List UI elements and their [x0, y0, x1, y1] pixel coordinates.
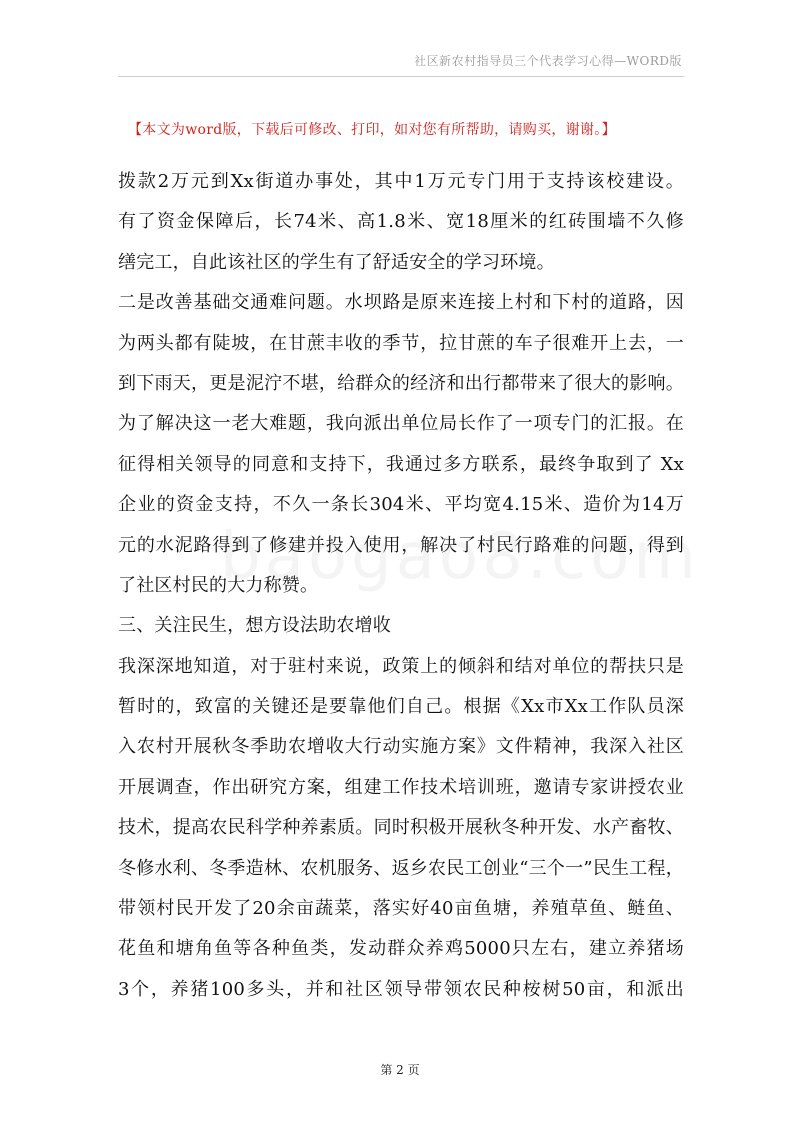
text-line: 企业的资金支持，不久一条长304米、平均宽4.15米、造价为14万 — [118, 494, 684, 516]
text-line: 带领村民开发了20余亩蔬菜，落实好40亩鱼塘，养殖草鱼、鲢鱼、 — [118, 898, 684, 920]
text-line: 二是改善基础交通难问题。水坝路是原来连接上村和下村的道路，因 — [118, 292, 684, 314]
text-line: 入农村开展秋冬季助农增收大行动实施方案》文件精神，我深入社区 — [118, 736, 684, 758]
running-header: 社区新农村指导员三个代表学习心得—WORD版 — [414, 54, 682, 68]
page-number: 第 2 页 — [380, 1063, 420, 1077]
text-line: 三、关注民生，想方设法助农增收 — [118, 615, 391, 637]
text-line: 了社区村民的大力称赞。 — [118, 574, 319, 596]
text-line: 我深深地知道，对于驻村来说，政策上的倾斜和结对单位的帮扶只是 — [118, 655, 684, 677]
download-notice: 【本文为word版，下载后可修改、打印，如对您有所帮助，请购买，谢谢。】 — [128, 122, 616, 138]
text-line: 缮完工，自此该社区的学生有了舒适安全的学习环境。 — [118, 251, 555, 273]
text-line: 到下雨天，更是泥泞不堪，给群众的经济和出行都带来了很大的影响。 — [118, 372, 684, 394]
text-line: 为了解决这一老大难题，我向派出单位局长作了一项专门的汇报。在 — [118, 413, 684, 435]
text-line: 为两头都有陡坡，在甘蔗丰收的季节，拉甘蔗的车子很难开上去，一 — [118, 332, 684, 354]
text-line: 技术，提高农民科学种养素质。同时积极开展秋冬种开发、水产畜牧、 — [118, 817, 684, 839]
header-divider — [118, 76, 684, 77]
text-line: 3个，养猪100多头，并和社区领导带领农民种桉树50亩，和派出 — [118, 978, 684, 1000]
text-line: 花鱼和塘角鱼等各种鱼类，发动群众养鸡5000只左右，建立养猪场 — [118, 938, 684, 960]
text-line: 元的水泥路得到了修建并投入使用，解决了村民行路难的问题，得到 — [118, 534, 684, 556]
text-line: 开展调查，作出研究方案，组建工作技术培训班，邀请专家讲授农业 — [118, 776, 684, 798]
text-line: 征得相关领导的同意和支持下，我通过多方联系，最终争取到了 Xx — [118, 453, 684, 475]
text-line: 暂时的，致富的关键还是要靠他们自己。根据《Xx市Xx工作队员深 — [118, 696, 684, 718]
text-line: 拨款2万元到Xx街道办事处，其中1万元专门用于支持该校建设。 — [118, 171, 684, 192]
text-line: 冬修水利、冬季造林、农机服务、返乡农民工创业“三个一”民生工程， — [118, 857, 684, 879]
document-body — [118, 162, 684, 1010]
text-line: 有了资金保障后，长74米、高1.8米、宽18厘米的红砖围墙不久修 — [118, 211, 684, 233]
